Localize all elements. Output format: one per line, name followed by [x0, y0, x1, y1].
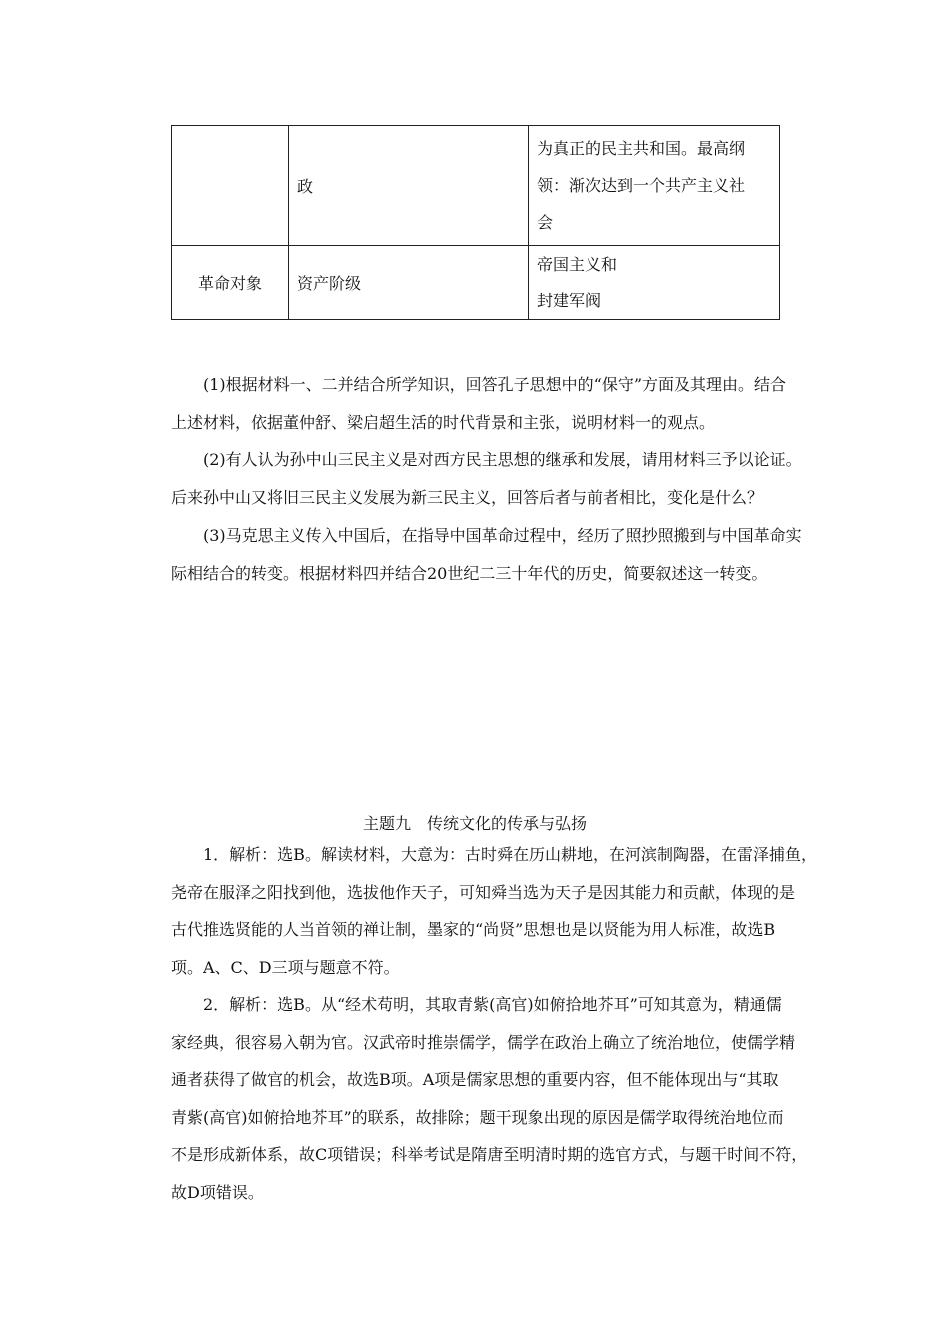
cell-line: 封建军阀: [537, 290, 602, 310]
text-line: 2．解析：选B。从“经术苟明，其取青紫(高官)如俯拾地芥耳”可知其意为，精通儒: [203, 995, 782, 1014]
cell-line: 领：渐次达到一个共产主义社: [537, 176, 746, 195]
cell-line: 会: [537, 213, 554, 232]
text-line: 际相结合的转变。根据材料四并结合20世纪二三十年代的历史，简要叙述这一转变。: [171, 563, 768, 583]
text-line: 家经典，很容易入朝为官。汉武帝时推崇儒学，儒学在政治上确立了统治地位，使儒学精: [171, 1032, 796, 1052]
text-line: 古代推选贤能的人当首领的禅让制，墨家的“尚贤”思想也是以贤能为用人标准，故选B: [171, 920, 776, 939]
section-title: 主题九 传统文化的传承与弘扬: [362, 814, 587, 833]
table-row: [172, 126, 780, 246]
text-line: 1．解析：选B。解读材料，大意为：古时舜在历山耕地，在河滨制陶器，在雷泽捕鱼，: [203, 845, 817, 864]
text-line: (3)马克思主义传入中国后，在指导中国革命过程中，经历了照抄照搬到与中国革命实: [203, 526, 802, 545]
question-2: [171, 441, 802, 516]
table-row: [172, 246, 780, 320]
comparison-table: [171, 125, 780, 320]
table-cell: 革命对象: [172, 246, 289, 320]
question-3: [171, 517, 802, 592]
text-line: 故D项错误。: [171, 1182, 264, 1202]
cell-line: 帝国主义和: [537, 254, 618, 274]
text-line: 后来孙中山又将旧三民主义发展为新三民主义，回答后者与前者相比，变化是什么？: [171, 487, 764, 507]
table-cell: 政: [289, 126, 529, 246]
text-line: 不是形成新体系，故C项错误；科举考试是隋唐至明清时期的选官方式，与题干时间不符，: [171, 1145, 808, 1164]
text-line: 尧帝在服泽之阳找到他，选拔他作天子，可知舜当选为天子是因其能力和贡献，体现的是: [171, 882, 796, 902]
table-cell: [172, 126, 289, 246]
text-line: (1)根据材料一、二并结合所学知识，回答孔子思想中的“保守”方面及其理由。结合: [203, 375, 787, 394]
answer-1: [171, 836, 817, 986]
question-1: [171, 366, 787, 441]
text-line: 青紫(高官)如俯拾地芥耳”的联系，故排除；题干现象出现的原因是儒学取得统治地位而: [171, 1107, 784, 1127]
table-cell: [529, 126, 780, 246]
answer-2: [171, 986, 808, 1211]
table-cell: 资产阶级: [289, 246, 529, 320]
text-line: 通者获得了做官的机会，故选B项。A项是儒家思想的重要内容，但不能体现出与“其取: [171, 1070, 779, 1089]
table-cell: [529, 246, 780, 320]
cell-line: 为真正的民主共和国。最高纲: [537, 139, 746, 158]
text-line: 项。A、C、D三项与题意不符。: [171, 957, 400, 977]
text-line: (2)有人认为孙中山三民主义是对西方民主思想的继承和发展，请用材料三予以论证。: [203, 450, 802, 469]
text-line: 上述材料，依据董仲舒、梁启超生活的时代背景和主张，说明材料一的观点。: [171, 412, 716, 432]
